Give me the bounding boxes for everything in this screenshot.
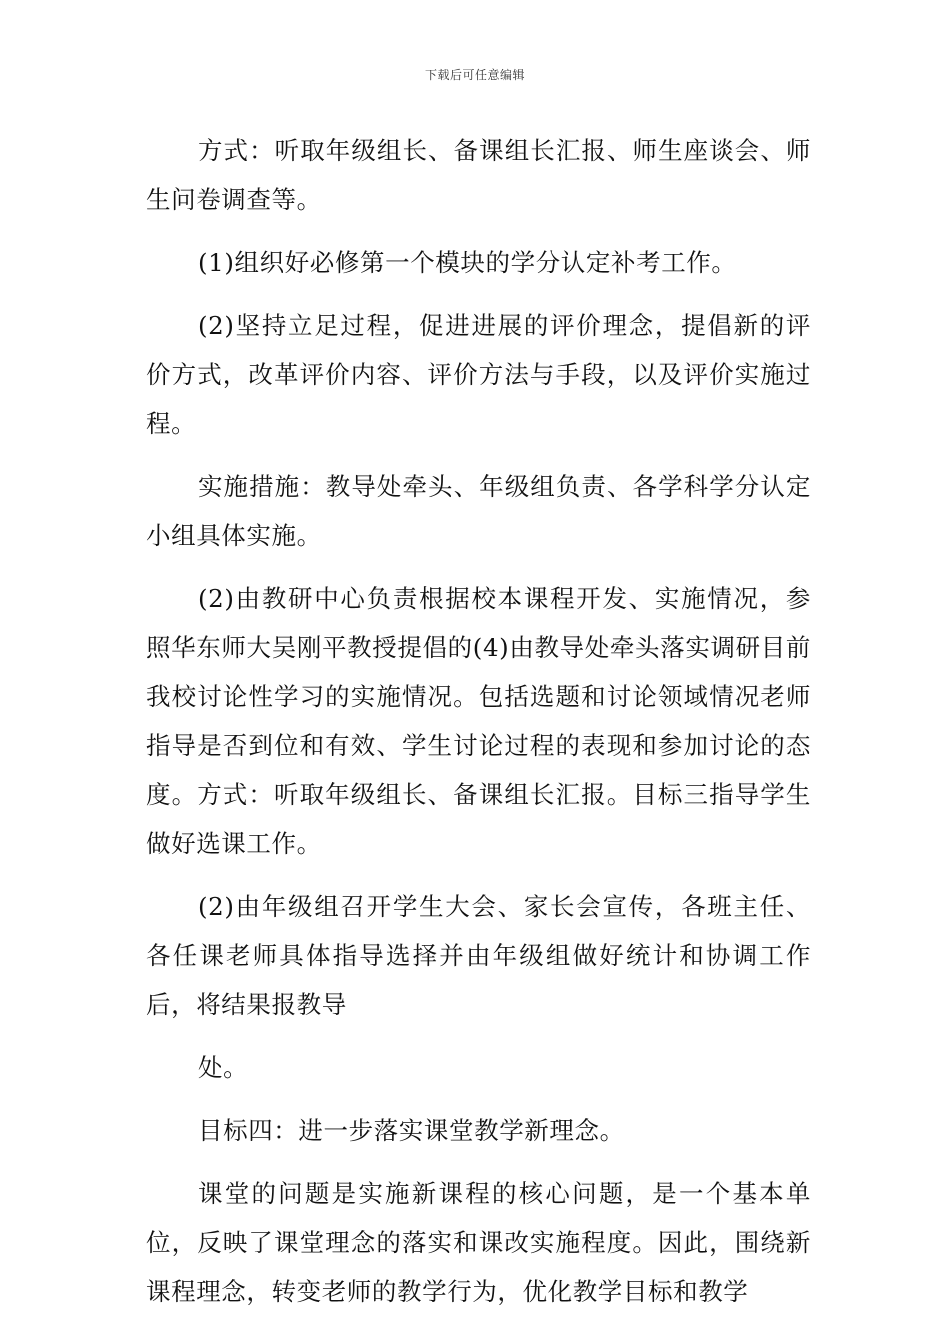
paragraph-continuation: 处。 (198, 1053, 249, 1082)
paragraph-item-1: (1)组织好必修第一个模块的学分认定补考工作。 (198, 248, 737, 277)
paragraph-item-2-course-selection: (2)由年级组召开学生大会、家长会宣传，各班主任、各任课老师具体指导选择并由年级组做好统计和协调工作后，将结果报教导 (146, 892, 811, 1019)
paragraph-goal-four: 目标四：进一步落实课堂教学新理念。 (198, 1116, 625, 1145)
paragraph-measures: 实施措施：教导处牵头、年级组负责、各学科学分认定小组具体实施。 (146, 472, 811, 550)
paragraph-item-2-research: (2)由教研中心负责根据校本课程开发、实施情况，参照华东师大吴刚平教授提倡的(4)由教导处牵头落实调研目前我校讨论性学习的实施情况。包括选题和讨论领域情况老师指导是否到位和有效、学生讨论过程的表现和参加讨论的态度。方式：听取年级组长、备课组长汇报。目标三指导学生做好选课工作。 (146, 584, 811, 858)
paragraph-classroom: 课堂的问题是实施新课程的核心问题，是一个基本单位，反映了课堂理念的落实和课改实施程度。因此，围绕新课程理念，转变老师的教学行为，优化教学目标和教学 (146, 1179, 811, 1306)
document-body (146, 126, 811, 1330)
paragraph-item-2-evaluation: (2)坚持立足过程，促进进展的评价理念，提倡新的评价方式，改革评价内容、评价方法与手段，以及评价实施过程。 (146, 311, 811, 438)
page-header-note: 下载后可任意编辑 (424, 68, 525, 82)
paragraph-method: 方式：听取年级组长、备课组长汇报、师生座谈会、师生问卷调查等。 (146, 136, 811, 214)
